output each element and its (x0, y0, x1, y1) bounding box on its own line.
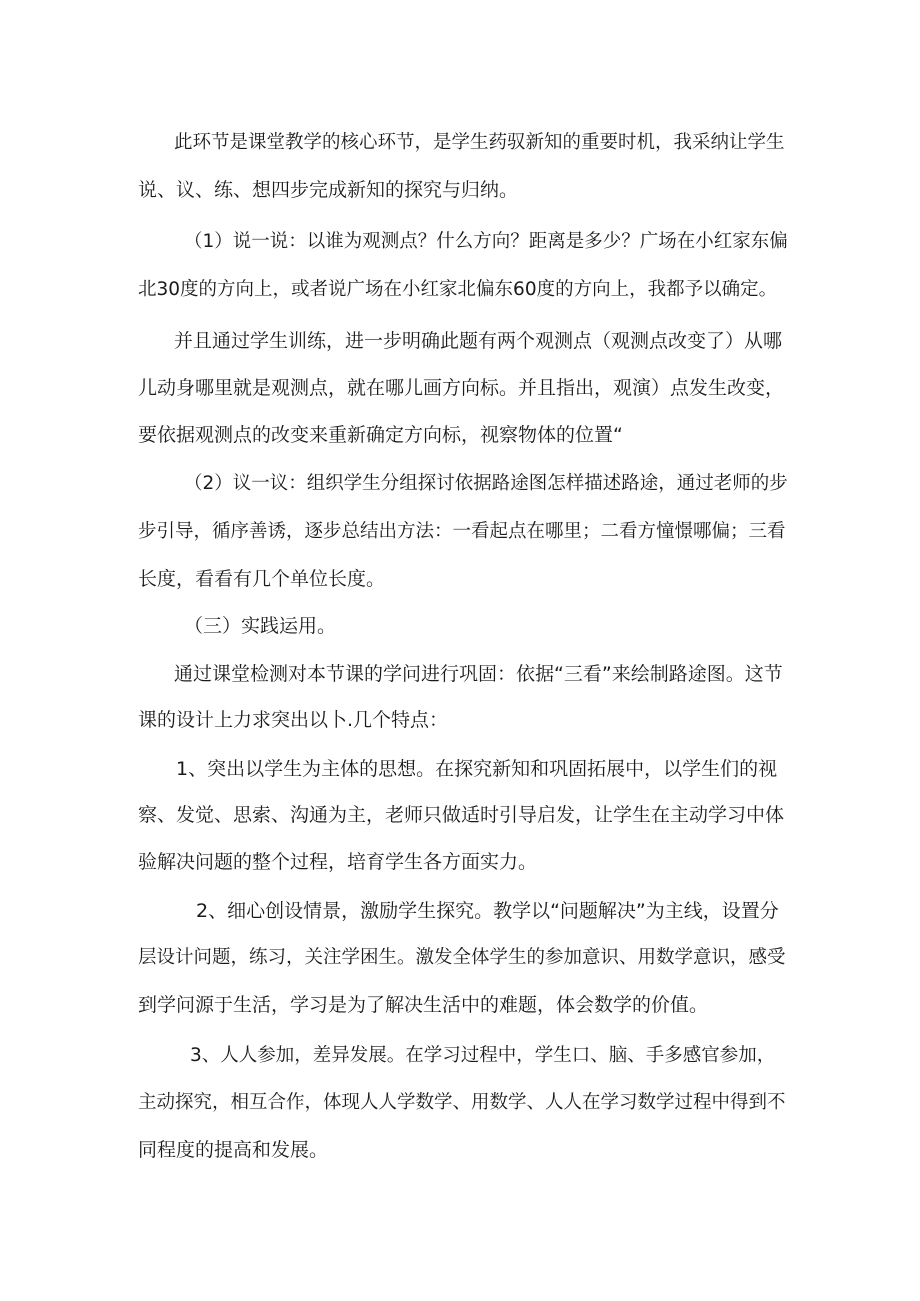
paragraph-4-line-1: （2）议一议：组织学生分组探讨依据路途图怎样描述路途，通过老师的步 (184, 473, 788, 494)
paragraph-8-line-2: 层设计问题，练习，关注学困生。激发全体学生的参加意识、用数学意识，感受 (138, 947, 786, 968)
paragraph-1-line-1: 此环节是课堂教学的核心环节，是学生药驭新知的重要时机，我采纳让学生 (174, 132, 785, 153)
paragraph-5-heading: （三）实践运用。 (184, 615, 337, 637)
paragraph-3-line-3: 要依据观测点的改变来重新确定方向标，视察物体的位置“ (138, 424, 623, 446)
paragraph-8-line-3: 到学问源于生活，学习是为了解决生活中的难题，体会数学的价值。 (138, 994, 709, 1016)
paragraph-1-line-2: 说、议、练、想四步完成新知的探究与归纳。 (138, 179, 519, 201)
paragraph-6-line-2: 课的设计上力求突出以卜.几个特点： (138, 709, 449, 731)
paragraph-9-line-2: 主动探究，相互合作，体现人人学数学、用数学、人人在学习数学过程中得到不 (138, 1092, 786, 1113)
paragraph-8-line-1: 2、细心创设情景，激励学生探究。教学以“问题解决”为主线，设置分 (196, 900, 779, 922)
paragraph-2-line-2: 北30度的方向上，或者说广场在小红家北偏东60度的方向上，我都予以确定。 (138, 279, 778, 300)
paragraph-7-line-2: 察、发觉、思索、沟通为主，老师只做适时引导启发，让学生在主动学习中体 (138, 804, 785, 826)
paragraph-9-line-3: 同程度的提高和发展。 (138, 1139, 329, 1161)
paragraph-7-line-3: 验解决问题的整个过程，培育学生各方面实力。 (138, 851, 538, 873)
paragraph-4-line-3: 长度，看看有几个单位长度。 (138, 568, 386, 590)
paragraph-9-line-1: 3、人人参加，差异发展。在学习过程中，学生口、脑、手多感官参加， (190, 1045, 776, 1066)
paragraph-4-line-2: 步引导，循序善诱，逐步总结出方法：一看起点在哪里；二看方憧憬哪偏；三看 (138, 521, 786, 542)
paragraph-7-line-1: 1、突出以学生为主体的思想。在探究新知和巩固拓展中，以学生们的视 (176, 758, 778, 780)
paragraph-3-line-2: 儿动身哪里就是观测点，就在哪儿画方向标。并且指出，观演）点发生改变， (138, 377, 785, 399)
paragraph-2-line-1: （1）说一说：以谁为观测点？什么方向？距离是多少？广场在小红家东偏 (184, 231, 788, 252)
paragraph-6-line-1: 通过课堂检测对本节课的学问进行巩固：依据“三看”来绘制路途图。这节 (174, 663, 783, 685)
paragraph-3-line-1: 并且通过学生训练，进一步明确此题有两个观测点（观测点改变了）从哪 (174, 330, 783, 352)
